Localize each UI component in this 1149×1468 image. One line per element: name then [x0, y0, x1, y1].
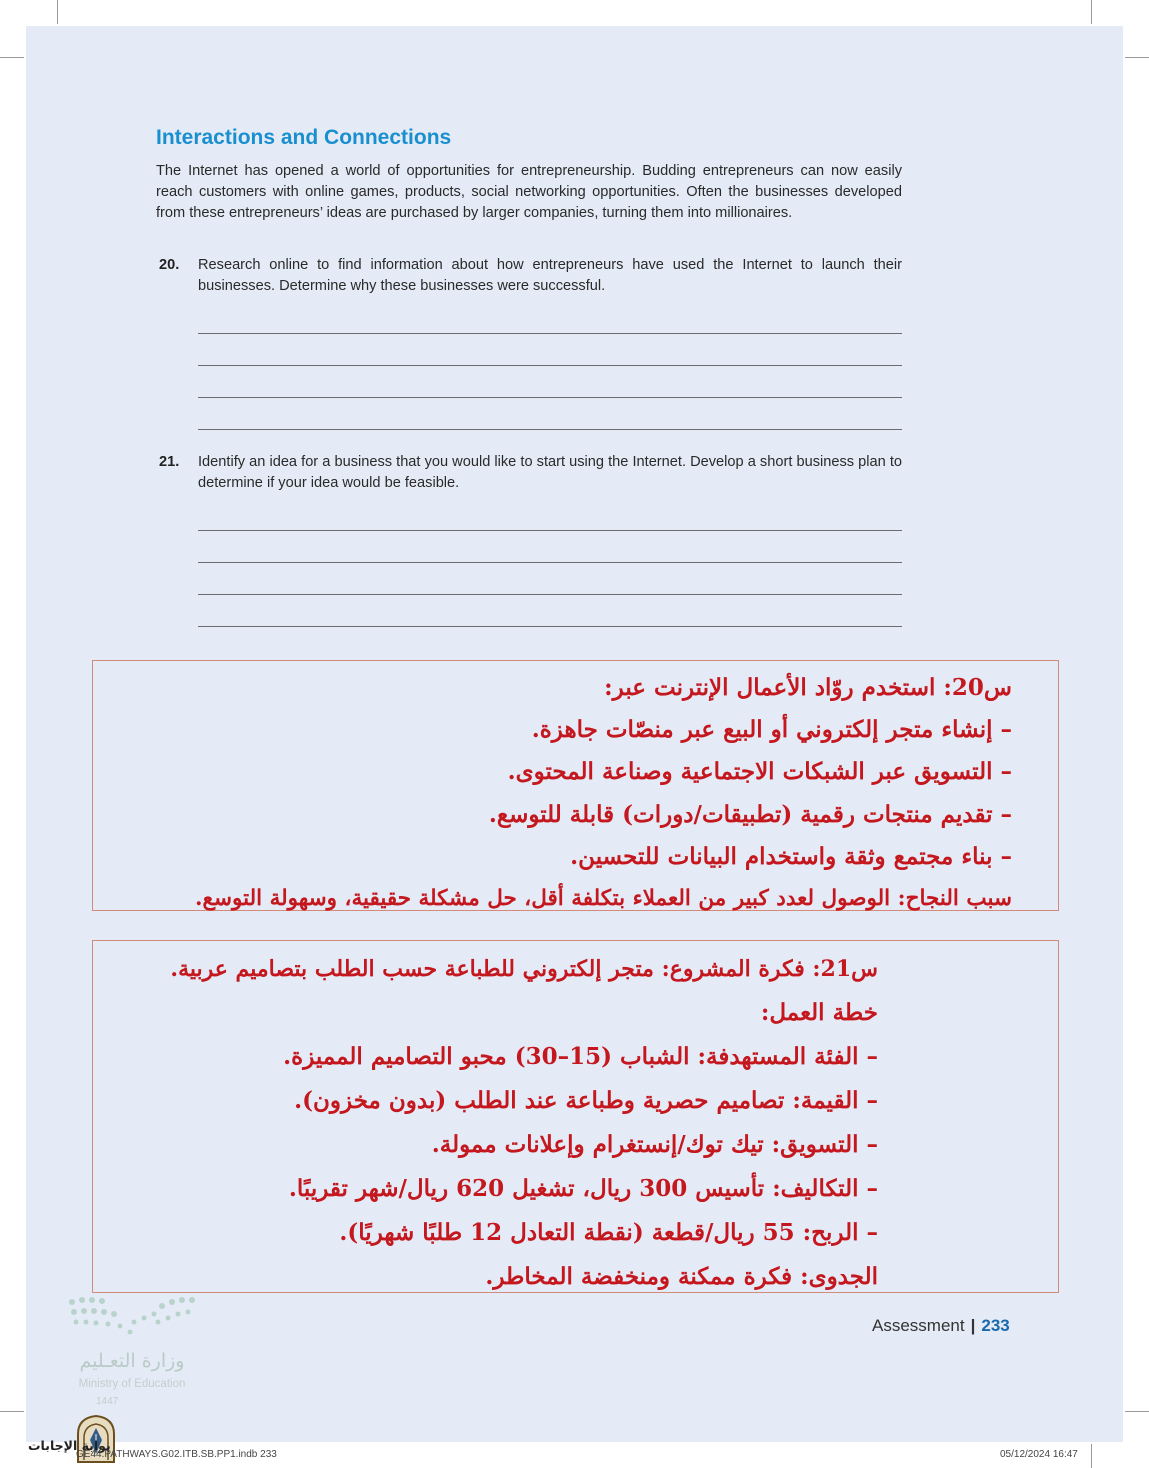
- ministry-name-ar: وزارة التعـليم: [79, 1350, 185, 1372]
- question-20-number: 20.: [159, 257, 180, 273]
- crop-mark: [0, 1411, 24, 1412]
- answer-line-text: – بناء مجتمع وثقة واستخدام البيانات للتحسين.: [570, 842, 1012, 870]
- section-heading: Interactions and Connections: [156, 126, 452, 149]
- answer-line-text: – التسويق: تيك توك/إنستغرام وإعلانات ممولة.: [431, 1131, 878, 1158]
- answer-line-text: – القيمة: تصاميم حصرية وطباعة عند الطلب (بدون مخزون).: [294, 1087, 878, 1114]
- crop-mark: [1091, 1444, 1092, 1468]
- ministry-year: 1447: [96, 1396, 119, 1407]
- crop-mark: [57, 0, 58, 24]
- site-name: بوابة الإجابات: [28, 1438, 111, 1453]
- crop-mark: [1125, 57, 1149, 58]
- page-number: 233: [981, 1316, 1010, 1335]
- answer-line[interactable]: [198, 594, 902, 595]
- answer-line-text: خطة العمل:: [760, 999, 878, 1026]
- answer-line-text: س21: فكرة المشروع: متجر إلكتروني للطباعة حسب الطلب بتصاميم عربية.: [170, 956, 878, 982]
- answer-line-text: – تقديم منتجات رقمية (تطبيقات/دورات) قابلة للتوسع.: [488, 800, 1012, 828]
- answer-line[interactable]: [198, 365, 902, 366]
- footer-separator: |: [970, 1316, 976, 1335]
- answer-line[interactable]: [198, 333, 902, 334]
- answer-line[interactable]: [198, 397, 902, 398]
- answer-line-text: سبب النجاح: الوصول لعدد كبير من العملاء بتكلفة أقل، حل مشكلة حقيقية، وسهولة التوسع.: [195, 886, 1012, 912]
- question-20-text: Research online to find information about how entrepreneurs have used the Internet to launch their businesses. Determine why these businesses were successful.: [198, 257, 902, 294]
- intro-paragraph: The Internet has opened a world of opportunities for entrepreneurship. Budding entrepreneurs can now easily reach customers with online games, products, social networking opportunities. Often the businesses developed from these entrepreneurs’ ideas are purchased by larger companies, turning them into millionaires.: [156, 163, 902, 221]
- crop-mark: [1125, 1411, 1149, 1412]
- answer-line-text: – التكاليف: تأسيس 300 ريال، تشغيل 620 ريال/شهر تقريبًا.: [288, 1175, 878, 1202]
- page-footer: [872, 1316, 1010, 1336]
- ministry-name-en: Ministry of Education: [78, 1378, 186, 1390]
- crop-mark: [0, 57, 24, 58]
- answer-line[interactable]: [198, 626, 902, 627]
- answer-line-text: الجدوى: فكرة ممكنة ومنخفضة المخاطر.: [485, 1263, 878, 1290]
- question-21-number: 21.: [159, 454, 180, 470]
- file-slug: GE44.PATHWAYS.G02.ITB.SB.PP1.indb 233: [76, 1449, 277, 1460]
- answer-line[interactable]: [198, 530, 902, 531]
- answer-box-21: [92, 940, 1059, 1293]
- question-21-text: Identify an idea for a business that you would like to start using the Internet. Develop a short business plan to determine if your idea would be feasible.: [198, 454, 902, 491]
- answer-box-20: [92, 660, 1059, 911]
- answer-line-text: – التسويق عبر الشبكات الاجتماعية وصناعة المحتوى.: [507, 758, 1012, 786]
- crop-mark: [1091, 0, 1092, 24]
- footer-section-label: Assessment: [872, 1316, 965, 1335]
- page: [26, 26, 1123, 1442]
- answer-line-text: – الفئة المستهدفة: الشباب (15–30) محبو التصاميم المميزة.: [283, 1043, 878, 1070]
- answer-line-text: – إنشاء متجر إلكتروني أو البيع عبر منصّات جاهزة.: [531, 716, 1012, 744]
- answer-line[interactable]: [198, 429, 902, 430]
- answer-line[interactable]: [198, 562, 902, 563]
- answer-line-text: س20: استخدم روّاد الأعمال الإنترنت عبر:: [604, 674, 1012, 701]
- print-date: 05/12/2024 16:47: [1000, 1449, 1078, 1460]
- answer-line-text: – الربح: 55 ريال/قطعة (نقطة التعادل 12 طلبًا شهريًا).: [339, 1219, 878, 1246]
- ministry-logo-icon: [62, 1292, 202, 1348]
